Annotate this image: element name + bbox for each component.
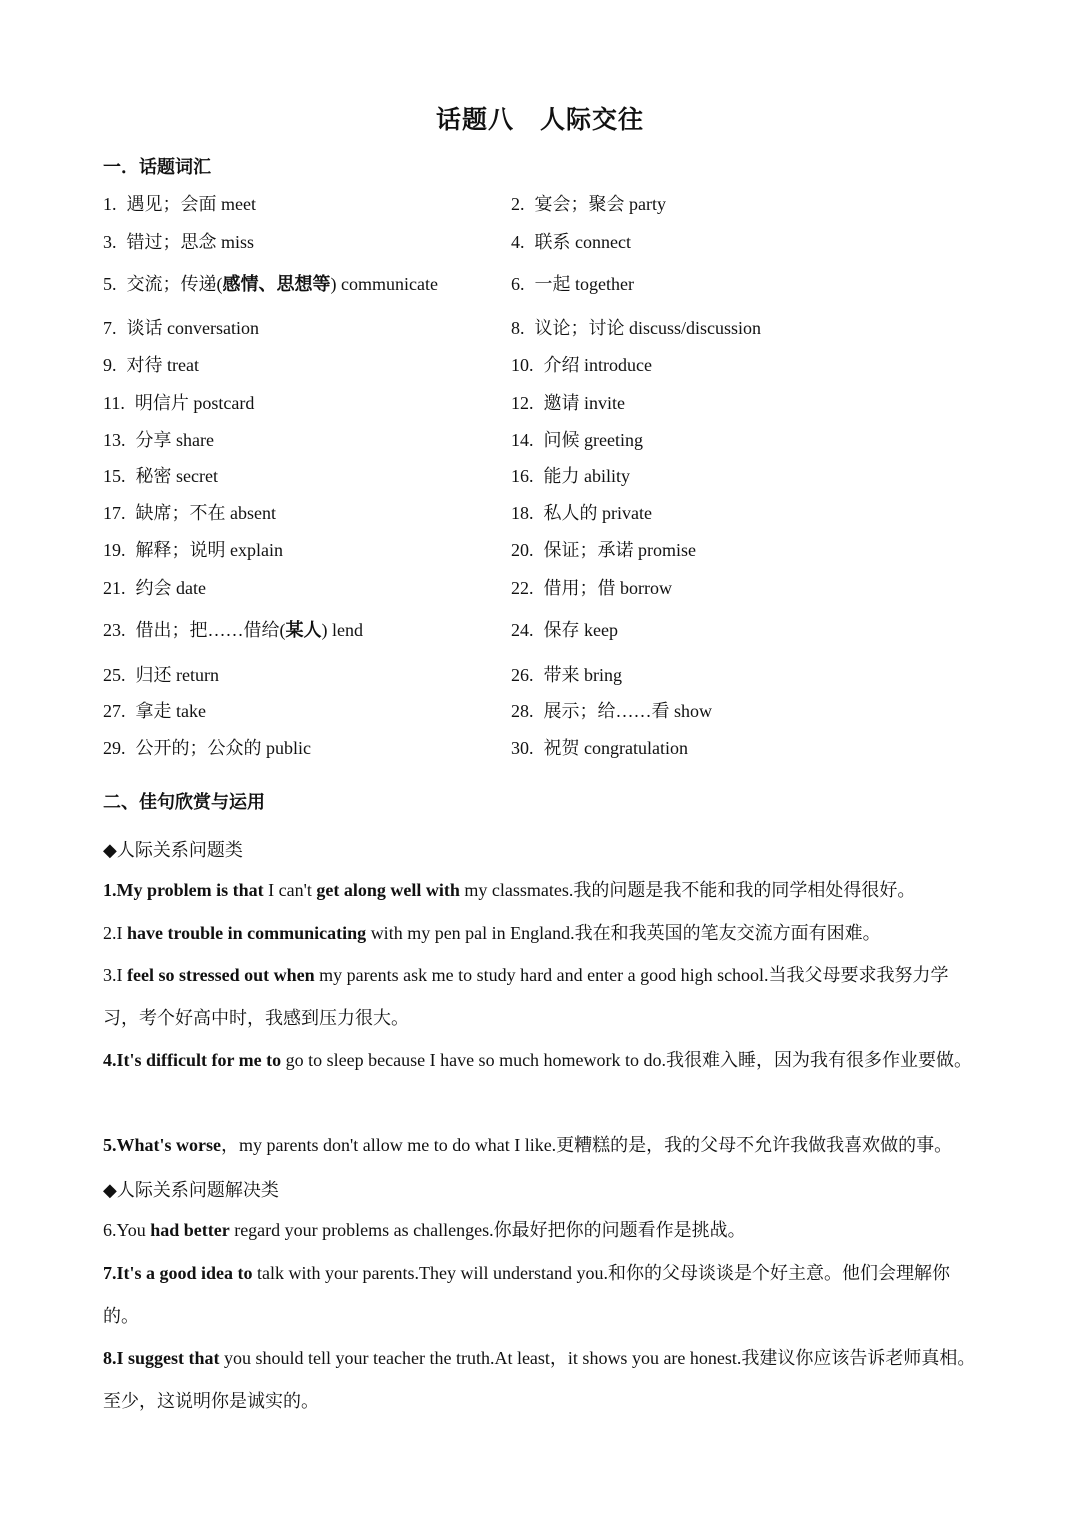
vocab-item-18: 18. 私人的 private	[511, 503, 652, 523]
vocab-item-28: 28. 展示；给……看 show	[511, 701, 713, 721]
vocab-item-11: 11. 明信片 postcard	[103, 393, 255, 413]
vocab-item-3: 3. 错过；思念 miss	[103, 232, 255, 252]
vocab-item-12: 12. 邀请 invite	[511, 393, 625, 413]
vocab-item-4: 4. 联系 connect	[511, 232, 631, 252]
vocab-item-5: 5. 交流；传递(感情、思想等) communicate	[103, 274, 438, 294]
vocab-item-1: 1. 遇见；会面 meet	[103, 194, 256, 214]
vocab-item-29: 29. 公开的；公众的 public	[103, 738, 311, 758]
vocab-item-2: 2. 宴会；聚会 party	[511, 194, 666, 214]
sentence-5: 5.What's worse，my parents don't allow me to do what I like.更糟糕的是，我的父母不允许我做我喜欢做的事。	[103, 1135, 953, 1155]
vocab-item-25: 25. 归还 return	[103, 665, 219, 685]
vocab-item-7: 7. 谈话 conversation	[103, 318, 259, 338]
vocab-item-26: 26. 带来 bring	[511, 665, 622, 685]
vocab-item-15: 15. 秘密 secret	[103, 466, 218, 486]
vocab-item-16: 16. 能力 ability	[511, 466, 630, 486]
vocab-item-10: 10. 介绍 introduce	[511, 355, 652, 375]
vocab-item-13: 13. 分享 share	[103, 430, 214, 450]
vocab-item-21: 21. 约会 date	[103, 578, 206, 598]
vocab-item-30: 30. 祝贺 congratulation	[511, 738, 688, 758]
vocab-item-20: 20. 保证；承诺 promise	[511, 540, 696, 560]
vocab-item-19: 19. 解释；说明 explain	[103, 540, 283, 560]
vocab-item-8: 8. 议论；讨论 discuss/discussion	[511, 318, 762, 338]
sentence-3: 3.I feel so stressed out when my parents ask me to study hard and enter a good high school.当我父母要求我努力学习，考个好高中时，我感到压力很大。	[103, 965, 949, 1028]
sentence-1: 1.My problem is that I can't get along well with my classmates.我的问题是我不能和我的同学相处得很好。	[103, 880, 916, 900]
vocab-item-23: 23. 借出；把……借给(某人) lend	[103, 620, 363, 640]
sentence-2: 2.I have trouble in communicating with my pen pal in England.我在和我英国的笔友交流方面有困难。	[103, 923, 881, 943]
vocab-item-6: 6. 一起 together	[511, 274, 634, 294]
sentence-8: 8.I suggest that you should tell your teacher the truth.At least，it shows you are honest.我建议你应该告诉老师真相。至少，这说明你是诚实的。	[103, 1348, 976, 1411]
vocab-item-27: 27. 拿走 take	[103, 701, 206, 721]
vocab-item-24: 24. 保存 keep	[511, 620, 618, 640]
vocab-item-9: 9. 对待 treat	[103, 355, 199, 375]
sentence-6: 6.You had better regard your problems as challenges.你最好把你的问题看作是挑战。	[103, 1220, 746, 1240]
vocab-item-22: 22. 借用；借 borrow	[511, 578, 672, 598]
section-heading-vocabulary: 一．话题词汇	[103, 157, 211, 177]
page-title: 话题八 人际交往	[435, 107, 644, 134]
group-heading-solutions: ◆人际关系问题解决类	[103, 1180, 279, 1200]
vocab-item-14: 14. 问候 greeting	[511, 430, 643, 450]
group-heading-problems: ◆人际关系问题类	[103, 840, 243, 860]
vocab-item-17: 17. 缺席；不在 absent	[103, 503, 276, 523]
sentence-7: 7.It's a good idea to talk with your parents.They will understand you.和你的父母谈谈是个好主意。他们会理解你的。	[103, 1263, 950, 1326]
sentence-4: 4.It's difficult for me to go to sleep because I have so much homework to do.我很难入睡，因为我有很多作业要做。	[103, 1050, 973, 1070]
section-heading-sentences: 二、佳句欣赏与运用	[103, 792, 265, 812]
